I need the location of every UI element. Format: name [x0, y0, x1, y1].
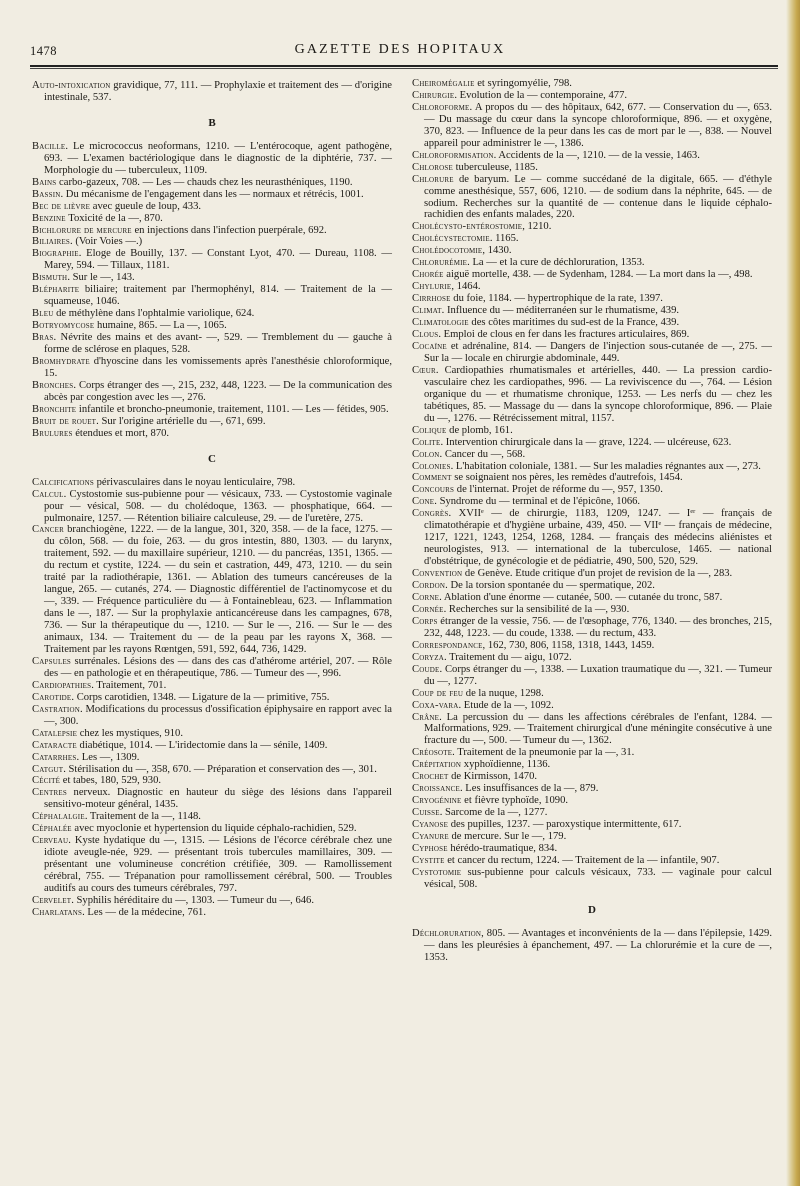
index-entry: [412, 568, 772, 580]
entry-headword: Colique: [412, 424, 447, 436]
entry-text: . XVIIᵉ — de chirurgie, 1183, 1209, 1247. — Iᵉʳ — français de climatothérapie et d'hygiène urbaine, 439, 450. — VIIᵉ — français de médecine, 1217, 1221, 1243, 1254, 1268, 1284. — français des médecins aliénistes et neurologistes, 913. — international de la tuberculose, 1465. — national d'obstétrique, de gynécologie et de pédiatrie, 490, 500, 520, 529.: [424, 508, 772, 568]
entry-text: . (Voir Voies —.): [70, 236, 143, 248]
entry-headword: Cheiromégalie: [412, 78, 475, 89]
index-entry: [412, 257, 772, 269]
index-entry: [32, 764, 392, 776]
index-entry: [32, 416, 392, 428]
entry-headword: Corps: [412, 615, 438, 627]
entry-headword: Brulures: [32, 427, 73, 439]
entry-text: de baryum. Le — comme succédané de la digitale, 665. — d'éthyle comme anesthésique, 557, 606, 1210. — de sodium dans la néphrite, 645. — de sodium. Recherches sur la quantité de — contenue dans le liquide céphalo-rachidien des enfants malades, 220.: [424, 173, 772, 221]
entry-headword: Coup de feu: [412, 687, 464, 699]
index-entry: [32, 225, 392, 237]
entry-text: de Kirmisson, 1470.: [448, 771, 538, 783]
entry-headword: Cordon: [412, 580, 446, 592]
entry-headword: Botryomycose: [32, 320, 95, 332]
index-entry: [412, 819, 772, 831]
entry-text: , 1430.: [482, 245, 512, 257]
entry-text: avec gueule de loup, 433.: [90, 200, 202, 212]
entry-headword: Bleu: [32, 308, 54, 320]
entry-text: . A propos du — des hôpitaux, 642, 677. — Conservation du —, 653. — Du massage du cœur dans la syncope chloroformique, 896. — et oxygène, 370, 823. — Influence de la peur dans les cas de mort par le —, 838. — Nouvel appareil pour administrer le —, 1386.: [424, 101, 772, 149]
index-entry: [412, 245, 772, 257]
index-entry: [412, 592, 772, 604]
entry-text: nerveux. Diagnostic en hauteur du siège des lésions dans l'appareil sensitivo-moteur général, 1435.: [44, 787, 392, 811]
index-entry: [32, 248, 392, 272]
entry-headword: Carotide: [32, 691, 72, 703]
entry-headword: Benzine: [32, 212, 66, 224]
index-entry: [412, 449, 772, 461]
entry-text: et cancer du rectum, 1224. — Traitement de la — infantile, 907.: [444, 854, 720, 866]
entry-text: de plomb, 161.: [446, 424, 513, 436]
entry-headword: Bronches: [32, 379, 74, 391]
index-entry: [412, 317, 772, 329]
index-entry: [32, 489, 392, 525]
entry-text: surrénales. Lésions des — dans des cas d'athérome artériel, 207. — Rôle des — en pathologie et en thérapeutique, 786. — Tumeur des —, 996.: [44, 655, 392, 679]
entry-text: . Les — de la médecine, 761.: [82, 906, 206, 918]
entry-headword: Chirurgie: [412, 89, 455, 101]
entry-text: . Sur le —, 143.: [67, 272, 135, 284]
entry-text: . Cancer du —, 568.: [439, 448, 526, 460]
index-entry: [412, 747, 772, 759]
index-entry: [412, 759, 772, 771]
entry-text: et tabes, 180, 529, 930.: [60, 775, 162, 787]
entry-headword: Bismuth: [32, 272, 68, 284]
entry-text: . Sur l'origine artérielle du —, 671, 699.: [96, 415, 266, 427]
index-entry: [32, 740, 392, 752]
index-entry: [412, 640, 772, 652]
index-entry: [412, 616, 772, 640]
section-letter-b: B: [208, 116, 216, 129]
entry-headword: Cholécysto-entérostomie: [412, 221, 523, 233]
page-header: [30, 38, 770, 60]
entry-headword: Auto-intoxication: [32, 80, 111, 91]
index-entry: [32, 177, 392, 189]
entry-headword: Cholédocotomie: [412, 245, 483, 257]
entry-headword: Chlorurémie: [412, 257, 468, 269]
entry-headword: Bacille: [32, 140, 66, 152]
entry-headword: Colon: [412, 448, 440, 460]
entry-headword: Catarrhes: [32, 751, 77, 763]
index-entry: [412, 293, 772, 305]
entry-headword: Croissance: [412, 783, 460, 795]
index-entry: [412, 461, 772, 473]
entry-text: . Ablation d'une énorme — cutanée, 500. — cutanée du tronc, 587.: [439, 591, 723, 603]
entry-headword: Climat: [412, 305, 442, 317]
index-entry: [412, 508, 772, 568]
index-entry: [412, 484, 772, 496]
entry-headword: Cécité: [32, 775, 61, 787]
entry-text: de Genève. Etude critique d'un projet de revision de la —, 283.: [462, 568, 733, 580]
entry-text: tuberculeuse, 1185.: [452, 161, 538, 173]
index-entry: [32, 284, 392, 308]
entry-text: , 1210.: [522, 221, 552, 233]
entry-headword: Bichlorure de mercure: [32, 224, 132, 236]
index-entry: [32, 236, 392, 248]
entry-text: . Syndrome du — terminal et de l'épicône, 1066.: [434, 496, 641, 508]
entry-headword: Bains: [32, 176, 57, 188]
entry-text: , 1464.: [451, 281, 481, 293]
index-entry: [32, 692, 392, 704]
entry-headword: Calcul: [32, 488, 64, 500]
entry-headword: Cardiopathies: [32, 679, 92, 691]
entry-headword: Centres: [32, 787, 67, 799]
index-entry: [412, 78, 772, 90]
index-entry: [32, 477, 392, 489]
entry-headword: Blépharite: [32, 284, 80, 296]
entry-text: du foie, 1184. — hypertrophique de la rate, 1397.: [450, 293, 663, 305]
entry-headword: Coude: [412, 663, 440, 675]
entry-text: infantile et broncho-pneumonie, traitement, 1101. — Les — fétides, 905.: [76, 403, 389, 415]
page-edge: [786, 0, 800, 1186]
entry-headword: Cholécystectomie: [412, 233, 490, 245]
index-entry: [412, 221, 772, 233]
entry-text: . Traitement de la pneumonie par la —, 31.: [452, 747, 635, 759]
entry-headword: Chlorose: [412, 161, 453, 173]
entry-text: . Névrite des mains et des avant- —, 529. — Tremblement du — gauche à forme de sclérose en plaques, 528.: [44, 332, 392, 356]
entry-headword: Concours: [412, 484, 455, 496]
entry-headword: Coxa-vara: [412, 699, 459, 711]
entry-text: de mercure. Sur le —, 179.: [448, 831, 567, 843]
entry-headword: Capsules: [32, 655, 72, 667]
entry-headword: Cataracte: [32, 739, 77, 751]
left-column: [32, 80, 392, 919]
entry-text: des côtes maritimes du sud-est de la France, 439.: [468, 317, 680, 329]
index-entry: [412, 174, 772, 222]
entry-headword: Corne: [412, 591, 440, 603]
index-entry: [32, 332, 392, 356]
page-number: 1478: [30, 44, 57, 58]
entry-headword: Cerveau: [32, 835, 69, 847]
entry-text: d'hyoscine dans les vomissements après l'anesthésie chloroformique, 15.: [44, 356, 392, 379]
section-letter-c: C: [208, 452, 216, 465]
entry-text: des pupilles, 1237. — paroxystique intermittente, 617.: [448, 819, 682, 831]
header-rule-thin: [30, 68, 778, 69]
entry-text: . Intervention chirurgicale dans la — grave, 1224. — ulcéreuse, 623.: [440, 436, 732, 448]
entry-text: . Traitement de la —, 1148.: [84, 811, 201, 823]
index-entry: [412, 150, 772, 162]
entry-headword: Créosote: [412, 747, 453, 759]
entry-text: . Corps étranger des —, 215, 232, 448, 1223. — De la communication des abcès par congestion avec les —, 276.: [44, 379, 392, 403]
entry-text: en injections dans l'infection puerpérale, 692.: [131, 224, 327, 236]
entry-headword: Bassin: [32, 188, 61, 200]
entry-text: branchiogène, 1222. — de la langue, 301, 320, 358. — de la face, 1275. — du côlon, 568. — du foie, 263. — du gros intestin, 880, 1303. — du larynx, traitement, 592. — du maxillaire supérieur, 1210. — du pancréas, 1351, 1365. — du rectum et cystite, 1224. — du sein et castration, 449, 473, 1210. — du sein traité par la radiothérapie, 1361. — Ablation des tumeurs cancéreuses de la langue, 265. — cutanés, 274. — Diagnostic différentiel de l'actinomycose et du —, 339. — Fréquence particulière du — à Fontainebleau, 623. — Inflammation dans le —, 187. — Sur la prophylaxie anticancéreuse dans les campagnes, 678, 736. — Sur la thérapeutique du —, 1210. — Sur le —, 216. — Sur le — des animaux, 134. — Traitement du — de la peau par les rayons X, 368. — Traitement par les rayons Rœntgen, 591, 592, 644, 736, 1429.: [44, 524, 392, 655]
entry-headword: Cancer: [32, 524, 64, 536]
entry-headword: Cryogénine: [412, 795, 462, 807]
entry-headword: Climatologie: [412, 317, 469, 329]
entry-text: . Eloge de Bouilly, 137. — Constant Lyot, 470. — Dureau, 1108. — Marey, 594. — Tillaux, 1181.: [44, 248, 392, 272]
index-entry: [412, 437, 772, 449]
entry-text: . Le micrococcus neoformans, 1210. — L'entérocoque, agent pathogène, 693. — L'examen bactériologique dans le diagnostic de la diphtérie, 737. — Morphologie du — tuberculeux, 1109.: [44, 140, 392, 176]
entry-headword: Cocaïne: [412, 340, 447, 352]
index-entry: [32, 656, 392, 680]
entry-text: . Les insuffisances de la —, 879.: [459, 783, 599, 795]
entry-headword: Bronchite: [32, 403, 77, 415]
entry-text: diabétique, 1014. — L'iridectomie dans la — sénile, 1409.: [76, 739, 328, 751]
entry-text: et fièvre typhoïde, 1090.: [461, 795, 569, 807]
entry-headword: Déchloruration: [412, 927, 482, 939]
index-entry: [412, 472, 772, 484]
entry-headword: Chloroformisation: [412, 149, 494, 161]
index-entry: [32, 213, 392, 225]
entry-headword: Biographie: [32, 248, 79, 260]
entry-headword: Chloroforme: [412, 101, 470, 113]
index-entry: [32, 201, 392, 213]
index-entry: [32, 189, 392, 201]
entry-headword: Calcifications: [32, 476, 94, 488]
entry-text: . Sarcome de la —, 1277.: [439, 807, 548, 819]
index-entry: [412, 867, 772, 891]
index-entry: [412, 843, 772, 855]
index-entry: [412, 90, 772, 102]
entry-headword: Cyanose: [412, 819, 449, 831]
entry-text: étendues et mort, 870.: [72, 427, 170, 439]
entry-text: hérédo-traumatique, 834.: [447, 843, 558, 854]
index-entry: [412, 102, 772, 150]
index-entry: [32, 356, 392, 380]
index-entry: [32, 308, 392, 320]
entry-text: . Du mécanisme de l'engagement dans les — normaux et rétrécis, 1001.: [60, 188, 364, 200]
index-entry: [32, 907, 392, 919]
index-entry: [32, 680, 392, 692]
entry-text: . Les —, 1309.: [76, 751, 140, 763]
entry-headword: Charlatans: [32, 906, 83, 918]
index-entry: [32, 775, 392, 787]
entry-text: . Recherches sur la sensibilité de la —, 930.: [443, 603, 630, 615]
index-entry: [412, 365, 772, 425]
entry-text: . Influence du — méditerranéen sur le rhumatisme, 439.: [441, 305, 680, 317]
entry-headword: Colonies: [412, 460, 451, 472]
index-entry: [412, 496, 772, 508]
index-entry: [32, 823, 392, 835]
entry-headword: Bec de lièvre: [32, 200, 91, 212]
right-column: [412, 78, 772, 964]
entry-headword: Cervelet: [32, 895, 72, 906]
entry-text: Toxicité de la —, 870.: [65, 212, 163, 224]
entry-text: . Traitement du — aigu, 1072.: [444, 651, 572, 663]
entry-text: . Emploi de clous en fer dans les fractures articulaires, 869.: [438, 329, 690, 341]
entry-headword: Cornée: [412, 603, 444, 615]
entry-text: , 162, 730, 806, 1158, 1318, 1443, 1459.: [482, 639, 655, 651]
index-entry: [412, 700, 772, 712]
index-entry: [32, 428, 392, 440]
entry-text: . Evolution de la — contemporaine, 477.: [454, 89, 628, 101]
entry-headword: Chorée: [412, 269, 444, 281]
index-entry: [32, 752, 392, 764]
entries-c: [32, 477, 392, 919]
entries-d: [412, 928, 772, 964]
entry-text: . Kyste hydatique du —, 1315. — Lésions de l'écorce cérébrale chez une idiote aveugle-née, 929. — présentant trois tubercules mamillaires, 309. — présentant une volumineuse concrétion crétifiée, 309. — Ramollissement cérébral, 755. — Trépanation pour ramollissement cérébral, 500. — Troubles auditifs au cours des tumeurs cérébrales, 797.: [44, 835, 392, 895]
entry-text: . 1165.: [489, 233, 519, 245]
index-entry: [412, 771, 772, 783]
entry-text: chez les mystiques, 910.: [77, 727, 183, 739]
index-entry: [412, 831, 772, 843]
index-entry: [412, 305, 772, 317]
entry-text: sus-pubienne pour calculs vésicaux, 733. — vaginale pour calcul vésical, 508.: [424, 866, 772, 890]
entry-headword: Cystotomie: [412, 866, 462, 878]
entry-text: . La percussion du — dans les affections cérébrales de l'enfant, 1284. — Malformations, 929. — Traitement chirurgical d'une méningite consécutive à une fracture du —, 500. — Tumeur du —, 1362.: [424, 711, 772, 747]
index-entry: [412, 425, 772, 437]
entry-headword: Coryza: [412, 651, 444, 663]
index-entry: [412, 712, 772, 748]
index-entry: [412, 580, 772, 592]
index-entry: [412, 783, 772, 795]
index-entry: [32, 811, 392, 823]
entry-text: périvasculaires dans le noyau lenticulaire, 798.: [93, 476, 296, 488]
entry-headword: Chylurie: [412, 281, 452, 293]
entry-headword: Comment: [412, 472, 452, 484]
entries-a: [32, 80, 392, 104]
entry-headword: Cœur: [412, 364, 436, 376]
entry-text: . Accidents de la —, 1210. — de la vessie, 1463.: [493, 149, 700, 161]
index-entry: [412, 604, 772, 616]
entry-headword: Chlorure: [412, 173, 454, 185]
index-entry: [412, 664, 772, 688]
entry-text: . Cystostomie sus-pubienne pour — vésicaux, 733. — Cystostomie vaginale pour — vésical, 508. — du cholédoque, 1363. — phosphatique, 664. — pulmonaire, 1257. — Rétention biliaire calculeuse, 29. — de l'uretère, 275.: [44, 488, 392, 524]
entry-text: . Corps carotidien, 1348. — Ligature de la — primitive, 755.: [71, 691, 330, 703]
entry-headword: Colite: [412, 436, 441, 448]
entry-headword: Biliaires: [32, 236, 71, 248]
entry-text: . La — et la cure de déchloruration, 1353.: [467, 257, 645, 269]
entry-text: . Syphilis héréditaire du —, 1303. — Tumeur du —, 646.: [71, 895, 314, 906]
index-entry: [32, 272, 392, 284]
index-entry: [32, 404, 392, 416]
index-entry: [412, 341, 772, 365]
index-entry: [32, 380, 392, 404]
entry-headword: Congrès: [412, 508, 449, 520]
entry-text: . Stérilisation du —, 358, 670. — Préparation et conservation des —, 301.: [63, 763, 377, 775]
entry-headword: Clous: [412, 329, 439, 341]
entry-text: se soignaient nos pères, les remèdes d'autrefois, 1454.: [451, 472, 683, 484]
entry-headword: Cystite: [412, 854, 445, 866]
index-entry: [412, 807, 772, 819]
entry-headword: Crâne: [412, 711, 440, 723]
index-entry: [32, 835, 392, 895]
index-entry: [412, 855, 772, 867]
entry-headword: Correspondance: [412, 639, 483, 651]
entry-text: . Etude de la —, 1092.: [458, 699, 554, 711]
entry-text: . Traitement, 701.: [91, 679, 167, 691]
header-rule: [30, 65, 778, 67]
index-entry: [412, 162, 772, 174]
entry-headword: Catalepsie: [32, 727, 78, 739]
entry-text: aiguë mortelle, 438. — de Sydenham, 1284. — La mort dans la —, 498.: [443, 269, 753, 281]
index-entry: [412, 652, 772, 664]
index-entry: [32, 80, 392, 104]
index-entry: [32, 895, 392, 907]
entry-headword: Cyanure: [412, 831, 449, 843]
index-entry: [412, 281, 772, 293]
entry-headword: Bras: [32, 332, 54, 344]
entries-b: [32, 141, 392, 440]
index-entry: [412, 688, 772, 700]
index-entry: [412, 928, 772, 964]
entry-text: biliaire; traitement par l'hermophényl, 814. — Traitement de la — squameuse, 1046.: [44, 284, 392, 308]
index-entry: [412, 269, 772, 281]
entry-headword: Céphalée: [32, 823, 72, 835]
entry-text: gravidique, 77, 111. — Prophylaxie et traitement des — d'origine intestinale, 537.: [44, 80, 392, 103]
entry-headword: Bromhydrate: [32, 356, 90, 368]
entry-headword: Crépitation: [412, 759, 462, 771]
index-entry: [32, 704, 392, 728]
entry-text: . Modifications du processus d'ossification épiphysaire en rapport avec la —, 300.: [44, 703, 392, 727]
entry-text: de méthylène dans l'ophtalmie variolique, 624.: [53, 308, 255, 320]
entry-text: , 805. — Avantages et inconvénients de la — dans l'épilepsie, 1429. — dans les pleurésies à épanchement, 497. — La chlorurémie et la cure de —, 1353.: [424, 927, 772, 963]
index-entry: [32, 728, 392, 740]
index-entry: [32, 320, 392, 332]
index-entry: [412, 795, 772, 807]
index-entry: [412, 329, 772, 341]
entry-text: carbo-gazeux, 708. — Les — chauds chez les neurasthéniques, 1190.: [56, 176, 353, 188]
entry-text: . De la torsion spontanée du — spermatique, 202.: [445, 580, 655, 592]
section-letter-d: D: [588, 903, 596, 916]
entry-headword: Castration: [32, 703, 80, 715]
entry-text: de l'internat. Projet de réforme du —, 957, 1350.: [454, 484, 663, 496]
entry-text: humaine, 865. — La —, 1065.: [94, 320, 227, 332]
entry-text: et syringomyélie, 798.: [474, 78, 572, 89]
entry-text: . Corps étranger du —, 1338. — Luxation traumatique du —, 321. — Tumeur du —, 1277.: [424, 663, 772, 687]
entry-headword: Cyphose: [412, 843, 448, 854]
entry-text: xyphoïdienne, 1136.: [461, 759, 551, 771]
index-entry: [32, 787, 392, 811]
index-entry: [32, 141, 392, 177]
entry-headword: Cone: [412, 496, 435, 508]
entry-text: . L'habitation coloniale, 1381. — Sur les maladies régnantes aux —, 273.: [450, 460, 761, 472]
journal-title: GAZETTE DES HOPITAUX: [294, 42, 506, 57]
entry-text: de la nuque, 1298.: [463, 687, 544, 699]
entry-headword: Crochet: [412, 771, 449, 783]
entries-c-continued: [412, 78, 772, 891]
entry-text: avec myoclonie et hypertension du liquide céphalo-rachidien, 529.: [71, 823, 357, 835]
entry-text: . Cardiopathies rhumatismales et artérielles, 440. — La pression cardio-vasculaire chez les cardiopathes, 996. — La reviviscence du —, 764. — Lésion organique du — et rhumatisme chronique, 1253. — Les nerfs du — chez les tabétiques, 85. — Massage du — dans la syncope chloroformique, 896. — Plaie du —, 1276. — Rétrécissement mitral, 1157.: [424, 364, 772, 424]
index-entry: [412, 233, 772, 245]
entry-headword: Convention: [412, 568, 463, 580]
entry-headword: Bruit de rouet: [32, 415, 97, 427]
entry-text: étranger de la vessie, 756. — de l'œsophage, 776, 1340. — des bronches, 215, 232, 448, 1223. — du coude, 1338. — du rectum, 433.: [424, 615, 772, 639]
entry-headword: Cuisse: [412, 807, 440, 819]
entry-text: et adrénaline, 814. — Dangers de l'injection sous-cutanée de —, 275. — Sur la — locale en chirurgie abdominale, 449.: [424, 340, 772, 364]
entry-headword: Cirrhose: [412, 293, 451, 305]
entry-headword: Céphalalgie: [32, 811, 85, 823]
index-entry: [32, 524, 392, 655]
entry-headword: Catgut: [32, 763, 64, 775]
